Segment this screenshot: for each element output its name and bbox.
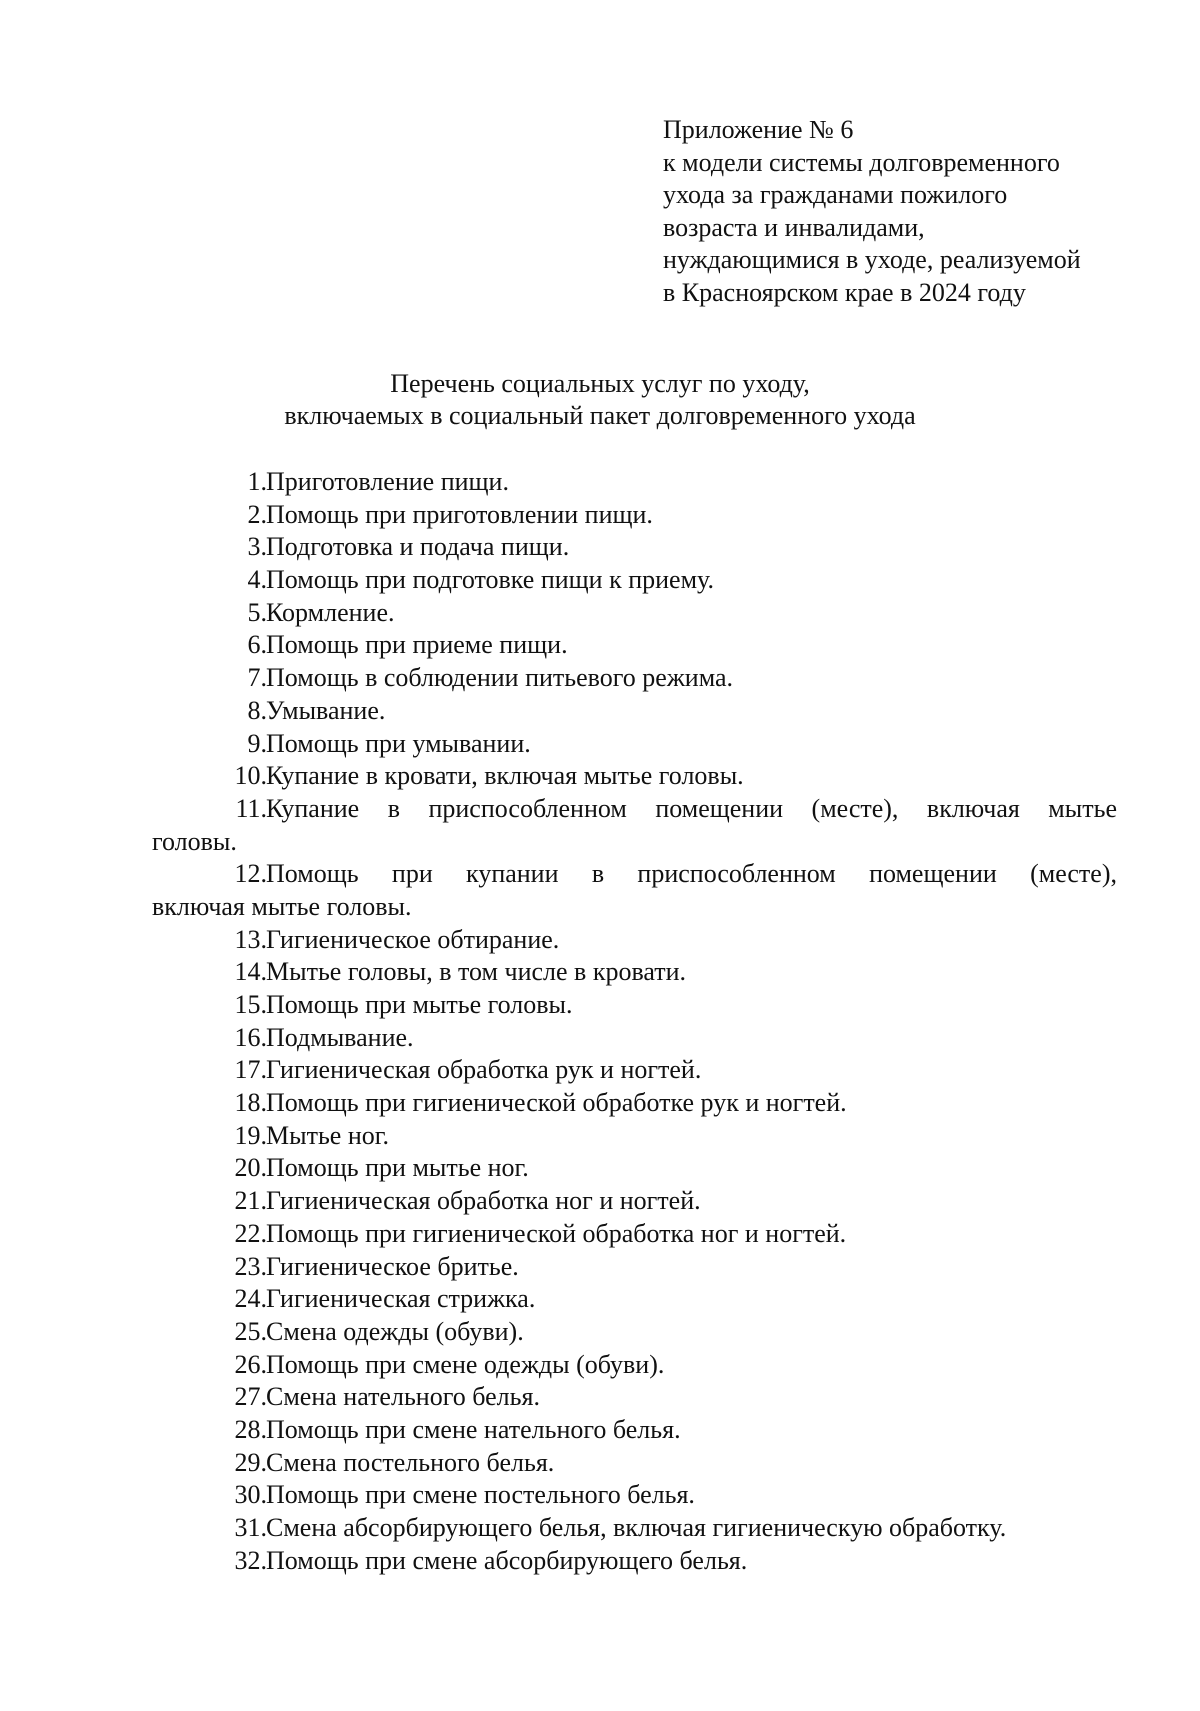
list-item — [0, 1022, 1200, 1055]
item-text-line2: головы. — [152, 826, 237, 856]
list-item — [0, 1054, 1200, 1087]
list-item — [0, 1349, 1200, 1382]
appendix-line: ухода за гражданами пожилого — [663, 180, 1008, 209]
item-number: 1. — [247, 467, 267, 496]
list-item — [0, 1316, 1200, 1349]
item-text: Подготовка и подача пищи. — [266, 532, 570, 562]
title-line: включаемых в социальный пакет долговременного ухода — [284, 401, 916, 430]
item-number: 31. — [234, 1513, 267, 1543]
item-text: Смена нательного белья. — [266, 1382, 540, 1412]
item-number: 17. — [234, 1055, 267, 1085]
list-item — [0, 1381, 1200, 1414]
list-item — [0, 924, 1200, 957]
item-number: 8. — [247, 695, 267, 725]
item-number: 5. — [247, 597, 267, 627]
item-text: Купание в кровати, включая мытье головы. — [266, 761, 744, 791]
list-item — [0, 1283, 1200, 1316]
appendix-header — [663, 114, 1081, 309]
list-item — [0, 760, 1200, 793]
item-text: Смена абсорбирующего белья, включая гигиеническую обработку. — [266, 1513, 1007, 1543]
item-text: Помощь при мытье ног. — [266, 1153, 529, 1183]
item-text: Гигиеническое бритье. — [266, 1251, 519, 1281]
item-text: Помощь при гигиенической обработке рук и ногтей. — [266, 1088, 847, 1118]
list-item — [0, 1447, 1200, 1480]
appendix-line: Приложение № 6 — [663, 115, 854, 144]
item-number: 16. — [234, 1022, 267, 1052]
item-text: Смена одежды (обуви). — [266, 1316, 524, 1346]
item-text-line1: Купание в приспособленном помещении (месте), включая мытье — [266, 793, 1117, 823]
item-number: 13. — [234, 924, 267, 954]
list-item — [0, 662, 1200, 695]
item-number: 25. — [234, 1316, 267, 1346]
item-number: 12. — [234, 859, 267, 889]
list-item — [0, 597, 1200, 630]
item-text-line1: Помощь при купании в приспособленном помещении (месте), — [266, 859, 1117, 889]
appendix-line: нуждающимися в уходе, реализуемой — [663, 245, 1081, 274]
item-number: 29. — [234, 1447, 267, 1477]
item-number: 21. — [234, 1186, 267, 1216]
item-number: 20. — [234, 1153, 267, 1183]
list-item — [0, 1545, 1200, 1578]
list-item — [0, 1512, 1200, 1545]
list-item — [0, 531, 1200, 564]
list-item — [0, 989, 1200, 1022]
list-item — [0, 1414, 1200, 1447]
item-text: Помощь при смене постельного белья. — [266, 1480, 695, 1510]
list-item — [0, 793, 1200, 858]
item-number: 9. — [247, 728, 267, 758]
item-text: Помощь при смене одежды (обуви). — [266, 1349, 665, 1379]
item-text: Помощь при умывании. — [266, 728, 531, 758]
list-item — [0, 1251, 1200, 1284]
item-text: Гигиеническая обработка рук и ногтей. — [266, 1055, 702, 1085]
title-line: Перечень социальных услуг по уходу, — [390, 369, 810, 398]
item-text: Помощь при смене абсорбирующего белья. — [266, 1545, 748, 1575]
item-text: Смена постельного белья. — [266, 1447, 555, 1477]
item-number: 19. — [234, 1120, 267, 1150]
item-number: 15. — [234, 990, 267, 1020]
item-number: 6. — [247, 630, 267, 660]
item-number: 2. — [247, 499, 267, 529]
item-text: Кормление. — [266, 597, 395, 627]
item-text: Помощь в соблюдении питьевого режима. — [266, 663, 734, 693]
services-list — [0, 466, 1200, 1577]
item-number: 28. — [234, 1414, 267, 1444]
appendix-line: возраста и инвалидами, — [663, 212, 925, 242]
item-number: 18. — [234, 1088, 267, 1118]
list-item — [0, 1087, 1200, 1120]
list-item — [0, 564, 1200, 597]
list-item — [0, 858, 1200, 923]
appendix-line: к модели системы долговременного — [663, 147, 1060, 177]
list-item — [0, 956, 1200, 989]
appendix-line: в Красноярском крае в 2024 году — [663, 277, 1026, 307]
item-text: Помощь при мытье головы. — [266, 990, 573, 1020]
item-text: Помощь при гигиенической обработка ног и ногтей. — [266, 1218, 847, 1248]
document-title — [150, 368, 1050, 432]
item-number: 10. — [234, 761, 267, 791]
item-number: 27. — [234, 1382, 267, 1412]
list-item — [0, 1120, 1200, 1153]
item-number: 32. — [234, 1545, 267, 1575]
item-number: 22. — [234, 1218, 267, 1248]
item-number: 24. — [234, 1284, 267, 1314]
item-text: Гигиеническая обработка ног и ногтей. — [266, 1186, 701, 1216]
item-text: Помощь при приеме пищи. — [266, 630, 568, 660]
list-item — [0, 466, 1200, 499]
item-number: 11. — [235, 793, 267, 823]
list-item — [0, 1152, 1200, 1185]
item-text: Подмывание. — [266, 1022, 414, 1052]
list-item — [0, 1479, 1200, 1512]
item-number: 23. — [234, 1251, 267, 1281]
item-number: 30. — [234, 1480, 267, 1510]
item-text-line2: включая мытье головы. — [152, 891, 412, 921]
item-text: Умывание. — [266, 695, 386, 725]
item-number: 3. — [247, 532, 267, 562]
item-text: Гигиеническое обтирание. — [266, 924, 560, 954]
list-item — [0, 499, 1200, 532]
item-number: 7. — [247, 663, 267, 693]
list-item — [0, 1218, 1200, 1251]
list-item — [0, 728, 1200, 761]
item-text: Помощь при смене нательного белья. — [266, 1414, 681, 1444]
item-text: Помощь при приготовлении пищи. — [266, 499, 653, 529]
item-text: Мытье ног. — [266, 1120, 389, 1150]
list-item — [0, 629, 1200, 662]
item-number: 4. — [247, 565, 267, 595]
item-number: 26. — [234, 1349, 267, 1379]
item-number: 14. — [234, 957, 267, 987]
item-text: Мытье головы, в том числе в кровати. — [266, 957, 687, 987]
list-item — [0, 695, 1200, 728]
list-item — [0, 1185, 1200, 1218]
item-text: Приготовление пищи. — [266, 467, 509, 496]
item-text: Гигиеническая стрижка. — [266, 1284, 536, 1314]
item-text: Помощь при подготовке пищи к приему. — [266, 565, 714, 595]
